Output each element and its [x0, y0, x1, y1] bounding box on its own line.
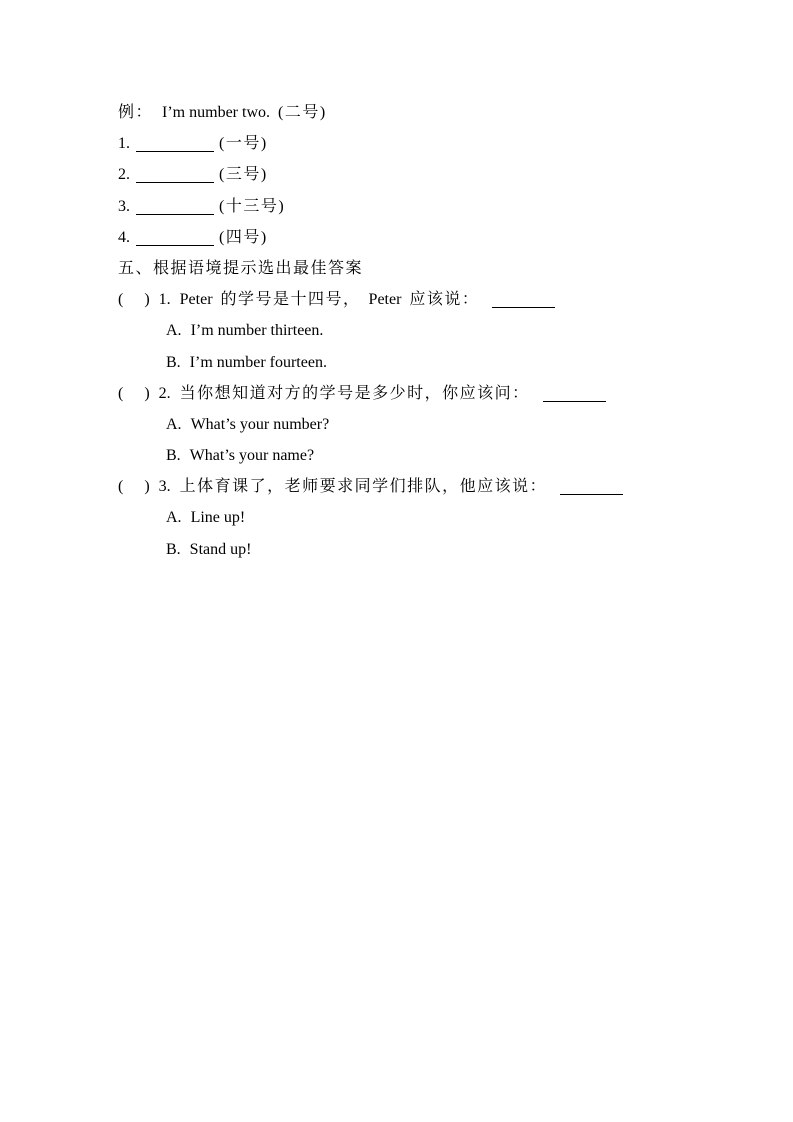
question-stem-part: 上体育课了，老师要求同学们排队，他应该说：	[179, 478, 548, 496]
example-label: 例：	[118, 104, 154, 121]
fill-item-answer-blank	[136, 214, 214, 215]
option-label: B.	[166, 353, 181, 371]
fill-item-1	[118, 128, 753, 159]
option-text: I’m number fourteen.	[189, 353, 327, 371]
question-answer-blank	[543, 401, 606, 402]
answer-bracket-close: )	[144, 478, 150, 496]
fill-item-answer-blank	[136, 151, 214, 152]
question-number: 1.	[158, 291, 171, 309]
question-number: 2.	[158, 384, 171, 402]
question-answer-blank	[560, 494, 623, 495]
question-stem-part: 当你想知道对方的学号是多少时，你应该问：	[179, 384, 530, 402]
question-3	[118, 471, 753, 502]
question-stem-part: 应该说：	[409, 291, 480, 309]
question-2	[118, 378, 753, 409]
answer-bracket-open: (	[118, 384, 124, 402]
option-text: Line up!	[190, 509, 246, 527]
option-label: A.	[166, 322, 182, 340]
fill-item-3	[118, 191, 753, 222]
question-answer-blank	[492, 307, 555, 308]
fill-item-answer-blank	[136, 245, 214, 246]
question-2-option-a	[118, 409, 753, 440]
option-text: Stand up!	[189, 540, 252, 558]
question-stem-part: Peter	[179, 291, 213, 309]
question-1	[118, 284, 753, 315]
option-text: What’s your name?	[189, 447, 315, 465]
fill-item-answer-blank	[136, 182, 214, 183]
question-stem-part: Peter	[368, 291, 402, 309]
option-label: A.	[166, 509, 182, 527]
worksheet-content	[118, 97, 753, 565]
fill-item-hint: (一号)	[219, 135, 268, 153]
fill-item-number: 4.	[118, 228, 130, 246]
question-stem-part: 的学号是十四号，	[220, 291, 361, 309]
fill-item-hint: (十三号)	[219, 197, 286, 215]
example-line	[118, 97, 753, 128]
fill-item-2	[118, 159, 753, 190]
answer-bracket-open: (	[118, 478, 124, 496]
fill-item-4	[118, 222, 753, 253]
answer-bracket-close: )	[144, 384, 150, 402]
fill-item-number: 1.	[118, 135, 130, 153]
question-number: 3.	[158, 478, 171, 496]
fill-item-number: 3.	[118, 197, 130, 215]
answer-bracket-open: (	[118, 291, 124, 309]
section-heading	[118, 253, 753, 284]
option-label: B.	[166, 447, 181, 465]
option-text: I’m number thirteen.	[190, 322, 324, 340]
question-1-option-a	[118, 315, 753, 346]
fill-item-number: 2.	[118, 166, 130, 184]
option-label: B.	[166, 540, 181, 558]
fill-item-hint: (四号)	[219, 228, 268, 246]
fill-item-hint: (三号)	[219, 166, 268, 184]
example-sentence: I’m number two.	[162, 104, 270, 121]
answer-bracket-close: )	[144, 291, 150, 309]
question-3-option-b	[118, 534, 753, 565]
question-2-option-b	[118, 440, 753, 471]
section-heading-text: 五、根据语境提示选出最佳答案	[118, 259, 364, 277]
question-3-option-a	[118, 502, 753, 533]
question-1-option-b	[118, 347, 753, 378]
option-label: A.	[166, 415, 182, 433]
example-note: (二号)	[278, 104, 327, 121]
option-text: What’s your number?	[190, 415, 330, 433]
